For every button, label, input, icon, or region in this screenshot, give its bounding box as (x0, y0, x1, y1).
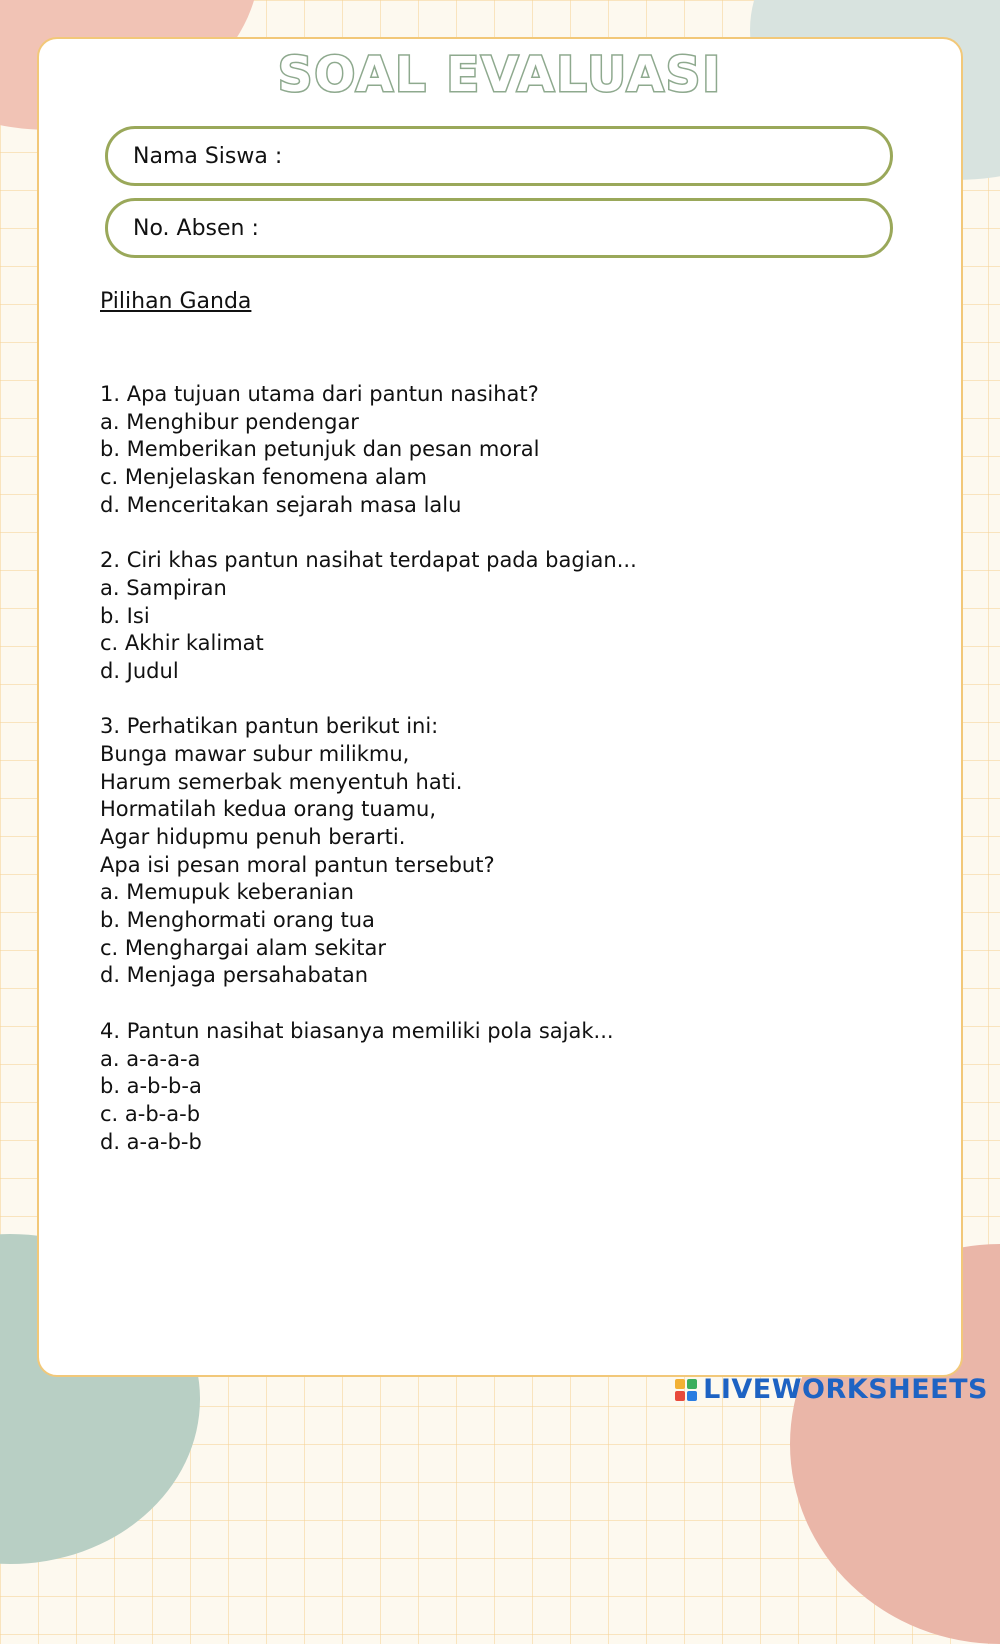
logo-square-l (675, 1379, 685, 1389)
answer-option[interactable]: b. a-b-b-a (100, 1074, 202, 1099)
answer-option[interactable]: a. a-a-a-a (100, 1046, 201, 1071)
page-title: SOAL EVALUASI (277, 47, 723, 103)
question-text: 2. Ciri khas pantun nasihat terdapat pada bagian... (100, 548, 637, 573)
question-line: Bunga mawar subur milikmu, (100, 741, 410, 766)
question-spacer (100, 990, 920, 1018)
answer-option[interactable]: b. Isi (100, 603, 150, 628)
question-block (100, 1018, 920, 1156)
answer-option[interactable]: d. a-a-b-b (100, 1129, 202, 1154)
answer-option[interactable]: a. Menghibur pendengar (100, 409, 359, 434)
question-line: Agar hidupmu penuh berarti. (100, 825, 406, 849)
question-block (100, 547, 920, 685)
answer-option[interactable]: c. Menjelaskan fenomena alam (100, 465, 428, 490)
absen-number-field[interactable] (105, 198, 893, 258)
question-text: 4. Pantun nasihat biasanya memiliki pola sajak... (100, 1018, 614, 1043)
liveworksheets-logo (675, 1374, 988, 1405)
answer-option[interactable]: b. Menghormati orang tua (100, 908, 375, 933)
answer-option[interactable]: c. Menghargai alam sekitar (100, 935, 387, 960)
question-line: Harum semerbak menyentuh hati. (100, 769, 463, 794)
question-line: Apa isi pesan moral pantun tersebut? (100, 852, 495, 877)
question-list (100, 381, 920, 1156)
question-text: 3. Perhatikan pantun berikut ini: (100, 714, 439, 739)
answer-option[interactable]: d. Menjaga persahabatan (100, 963, 369, 988)
question-spacer (100, 686, 920, 714)
question-block (100, 713, 920, 990)
logo-square-i (687, 1379, 697, 1389)
question-line: Hormatilah kedua orang tuamu, (100, 797, 437, 822)
answer-option[interactable]: d. Menceritakan sejarah masa lalu (100, 492, 462, 517)
logo-square-e (687, 1391, 697, 1401)
logo-square-v (675, 1391, 685, 1401)
question-block (100, 381, 920, 519)
student-name-label: Nama Siswa : (133, 143, 283, 169)
student-name-field[interactable] (105, 126, 893, 186)
section-title: Pilihan Ganda (100, 289, 252, 314)
answer-option[interactable]: b. Memberikan petunjuk dan pesan moral (100, 437, 540, 462)
logo-text: LIVEWORKSHEETS (703, 1374, 988, 1405)
question-spacer (100, 519, 920, 547)
answer-option[interactable]: a. Sampiran (100, 575, 227, 600)
answer-option[interactable]: a. Memupuk keberanian (100, 880, 354, 905)
logo-mark-icon (675, 1379, 697, 1401)
answer-option[interactable]: c. a-b-a-b (100, 1101, 201, 1126)
question-text: 1. Apa tujuan utama dari pantun nasihat? (100, 382, 539, 406)
absen-number-label: No. Absen : (133, 215, 259, 241)
answer-option[interactable]: d. Judul (100, 658, 179, 683)
answer-option[interactable]: c. Akhir kalimat (100, 631, 264, 656)
